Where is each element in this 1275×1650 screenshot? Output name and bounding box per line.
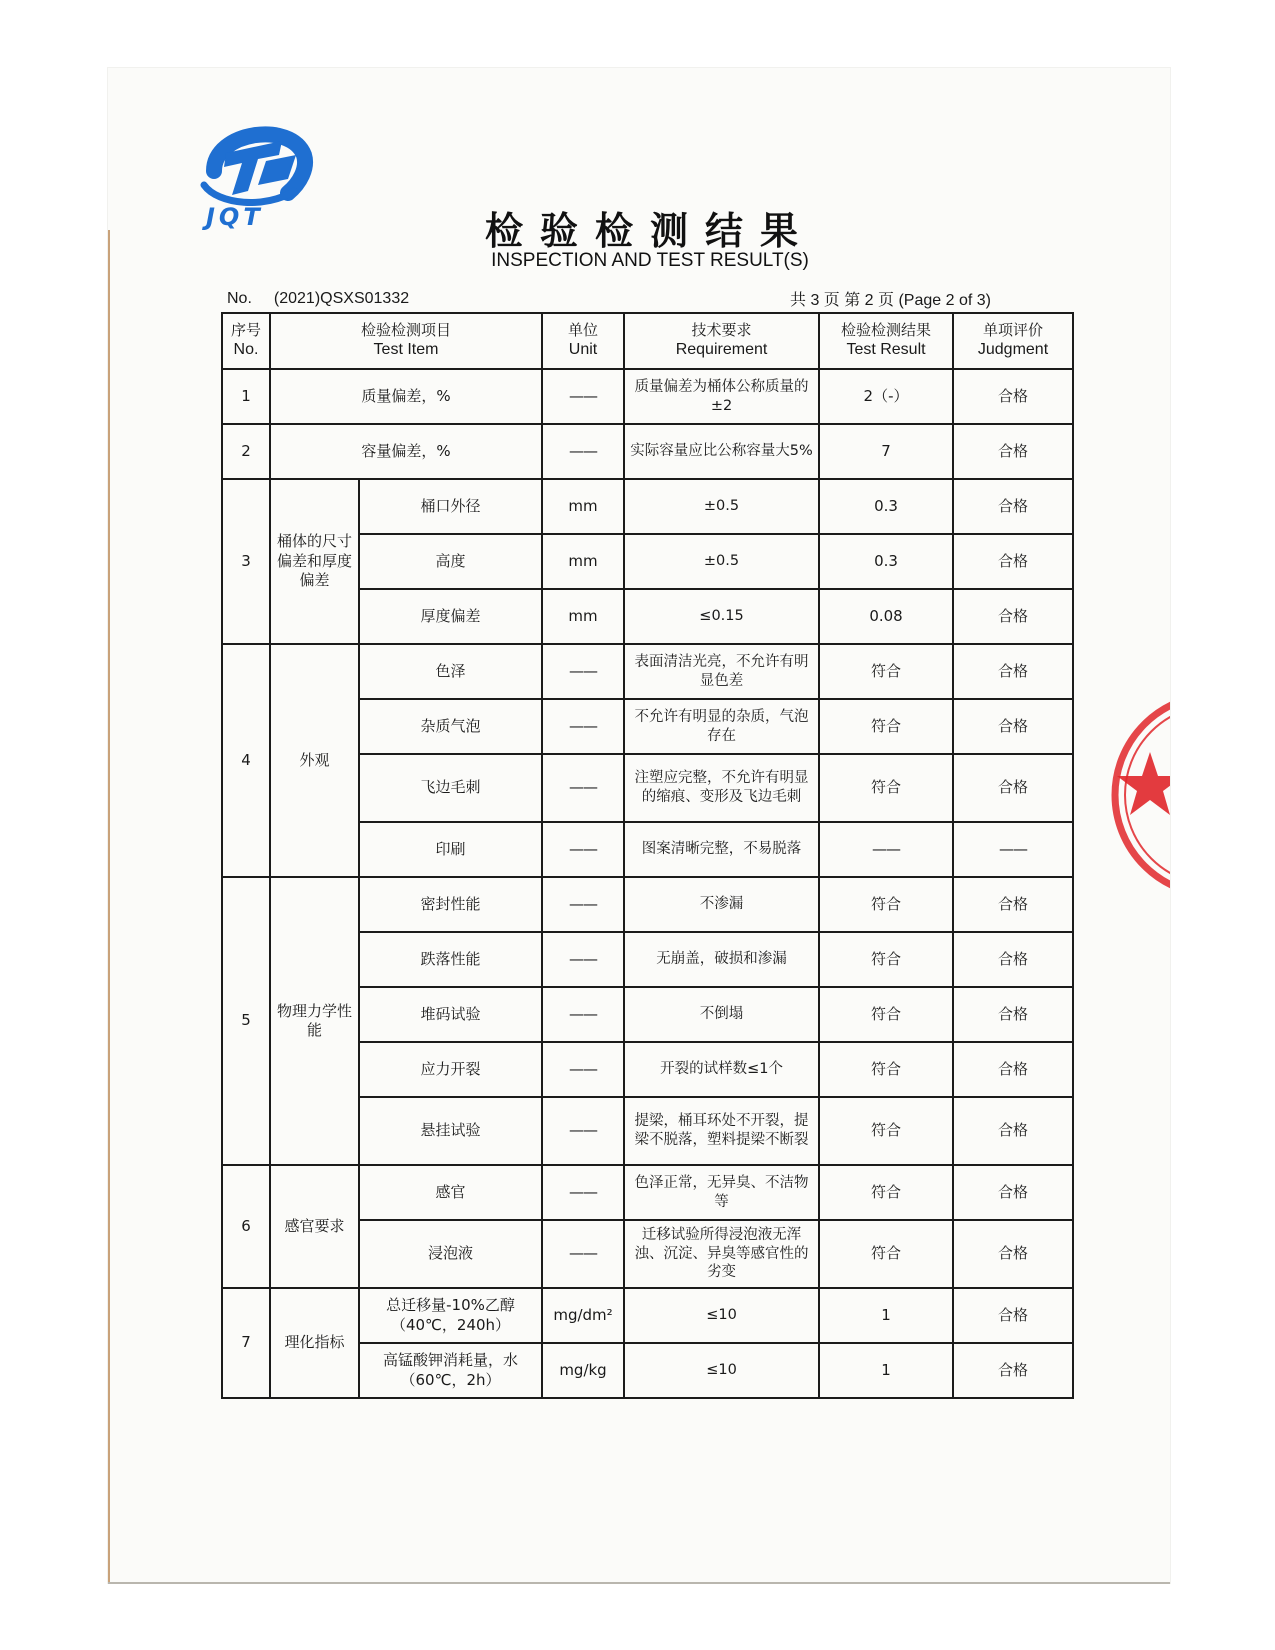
test-result: 符合 — [819, 754, 953, 822]
group-label: 物理力学性能 — [270, 877, 359, 1165]
unit: mm — [542, 479, 624, 534]
unit: —— — [542, 822, 624, 877]
requirement: 注塑应完整，不允许有明显的缩痕、变形及飞边毛刺 — [624, 754, 819, 822]
group-label: 桶体的尺寸偏差和厚度偏差 — [270, 479, 359, 644]
test-result: 符合 — [819, 987, 953, 1042]
unit: —— — [542, 424, 624, 479]
sub-item: 悬挂试验 — [359, 1097, 542, 1165]
inspection-stamp — [1110, 690, 1170, 900]
sub-item: 感官 — [359, 1165, 542, 1220]
sub-item: 飞边毛刺 — [359, 754, 542, 822]
judgment: 合格 — [953, 754, 1073, 822]
requirement: 质量偏差为桶体公称质量的±2 — [624, 369, 819, 424]
test-item: 容量偏差，% — [270, 424, 542, 479]
unit: —— — [542, 644, 624, 699]
test-result: 符合 — [819, 644, 953, 699]
unit: mg/dm² — [542, 1288, 624, 1343]
judgment: 合格 — [953, 1042, 1073, 1097]
sub-item: 应力开裂 — [359, 1042, 542, 1097]
row-no: 2 — [222, 424, 270, 479]
requirement: 不倒塌 — [624, 987, 819, 1042]
requirement: 实际容量应比公称容量大5% — [624, 424, 819, 479]
page-info: 共 3 页 第 2 页 (Page 2 of 3) — [790, 292, 991, 309]
title-english: INSPECTION AND TEST RESULT(S) — [491, 250, 809, 271]
test-result: 0.3 — [819, 534, 953, 589]
requirement: 不允许有明显的杂质，气泡存在 — [624, 699, 819, 754]
unit: mm — [542, 534, 624, 589]
svg-text:JQT: JQT — [206, 203, 264, 231]
judgment: 合格 — [953, 877, 1073, 932]
unit: —— — [542, 877, 624, 932]
table-row — [222, 479, 1073, 534]
results-table — [221, 312, 1074, 1399]
header-test-item: 检验检测项目 Test Item — [270, 313, 542, 369]
test-result: 0.08 — [819, 589, 953, 644]
test-result: 7 — [819, 424, 953, 479]
requirement: 提梁，桶耳环处不开裂，提梁不脱落，塑料提梁不断裂 — [624, 1097, 819, 1165]
test-result: 1 — [819, 1343, 953, 1398]
judgment: 合格 — [953, 479, 1073, 534]
row-no: 6 — [222, 1165, 270, 1288]
judgment: 合格 — [953, 1220, 1073, 1288]
group-label: 理化指标 — [270, 1288, 359, 1398]
header-no: 序号 No. — [222, 313, 270, 369]
sub-item: 印刷 — [359, 822, 542, 877]
title-chinese: 检验检测结果 — [484, 208, 815, 253]
test-result: 符合 — [819, 1042, 953, 1097]
report-number-label: No. — [227, 290, 252, 307]
header-test-result: 检验检测结果 Test Result — [819, 313, 953, 369]
judgment: 合格 — [953, 589, 1073, 644]
judgment: 合格 — [953, 1343, 1073, 1398]
paper-bottom-edge — [108, 1582, 1170, 1584]
sub-item: 跌落性能 — [359, 932, 542, 987]
test-result: 符合 — [819, 932, 953, 987]
unit: —— — [542, 369, 624, 424]
unit: —— — [542, 754, 624, 822]
requirement: 开裂的试样数≤1个 — [624, 1042, 819, 1097]
judgment: —— — [953, 822, 1073, 877]
judgment: 合格 — [953, 932, 1073, 987]
test-result: 符合 — [819, 1097, 953, 1165]
unit: —— — [542, 699, 624, 754]
judgment: 合格 — [953, 1165, 1073, 1220]
test-result: —— — [819, 822, 953, 877]
sub-item: 总迁移量-10%乙醇（40℃，240h） — [359, 1288, 542, 1343]
table-row — [222, 1165, 1073, 1220]
header-judgment: 单项评价 Judgment — [953, 313, 1073, 369]
table-row — [222, 369, 1073, 424]
row-no: 7 — [222, 1288, 270, 1398]
judgment: 合格 — [953, 424, 1073, 479]
judgment: 合格 — [953, 699, 1073, 754]
unit: mg/kg — [542, 1343, 624, 1398]
requirement: 迁移试验所得浸泡液无浑浊、沉淀、异臭等感官性的劣变 — [624, 1220, 819, 1288]
sub-item: 杂质气泡 — [359, 699, 542, 754]
group-label: 外观 — [270, 644, 359, 877]
table-row — [222, 1288, 1073, 1343]
table-row — [222, 877, 1073, 932]
requirement: ≤0.15 — [624, 589, 819, 644]
requirement: 表面清洁光亮，不允许有明显色差 — [624, 644, 819, 699]
judgment: 合格 — [953, 644, 1073, 699]
judgment: 合格 — [953, 369, 1073, 424]
requirement: 不渗漏 — [624, 877, 819, 932]
unit: —— — [542, 1042, 624, 1097]
sub-item: 堆码试验 — [359, 987, 542, 1042]
requirement: 色泽正常，无异臭、不洁物等 — [624, 1165, 819, 1220]
unit: —— — [542, 932, 624, 987]
requirement: ≤10 — [624, 1343, 819, 1398]
requirement: ≤10 — [624, 1288, 819, 1343]
requirement: ±0.5 — [624, 534, 819, 589]
jqt-logo-icon — [196, 113, 316, 233]
test-result: 符合 — [819, 1220, 953, 1288]
judgment: 合格 — [953, 987, 1073, 1042]
sub-item: 密封性能 — [359, 877, 542, 932]
sub-item: 高锰酸钾消耗量，水（60℃，2h） — [359, 1343, 542, 1398]
judgment: 合格 — [953, 1288, 1073, 1343]
report-number-value: (2021)QSXS01332 — [273, 290, 410, 307]
unit: —— — [542, 987, 624, 1042]
requirement: 无崩盖，破损和渗漏 — [624, 932, 819, 987]
sub-item: 高度 — [359, 534, 542, 589]
test-result: 1 — [819, 1288, 953, 1343]
unit: —— — [542, 1097, 624, 1165]
row-no: 3 — [222, 479, 270, 644]
unit: mm — [542, 589, 624, 644]
header-unit: 单位 Unit — [542, 313, 624, 369]
header-requirement: 技术要求 Requirement — [624, 313, 819, 369]
sub-item: 色泽 — [359, 644, 542, 699]
report-number — [227, 290, 409, 308]
table-header-row — [222, 313, 1073, 369]
row-no: 5 — [222, 877, 270, 1165]
test-item: 质量偏差，% — [270, 369, 542, 424]
test-result: 2（-） — [819, 369, 953, 424]
sub-item: 浸泡液 — [359, 1220, 542, 1288]
sub-item: 厚度偏差 — [359, 589, 542, 644]
test-result: 0.3 — [819, 479, 953, 534]
group-label: 感官要求 — [270, 1165, 359, 1288]
table-row — [222, 424, 1073, 479]
requirement: ±0.5 — [624, 479, 819, 534]
unit: —— — [542, 1165, 624, 1220]
sub-item: 桶口外径 — [359, 479, 542, 534]
judgment: 合格 — [953, 534, 1073, 589]
row-no: 1 — [222, 369, 270, 424]
test-result: 符合 — [819, 1165, 953, 1220]
test-result: 符合 — [819, 877, 953, 932]
row-no: 4 — [222, 644, 270, 877]
paper-edge — [108, 230, 110, 1583]
test-result: 符合 — [819, 699, 953, 754]
table-row — [222, 644, 1073, 699]
unit: —— — [542, 1220, 624, 1288]
requirement: 图案清晰完整，不易脱落 — [624, 822, 819, 877]
judgment: 合格 — [953, 1097, 1073, 1165]
